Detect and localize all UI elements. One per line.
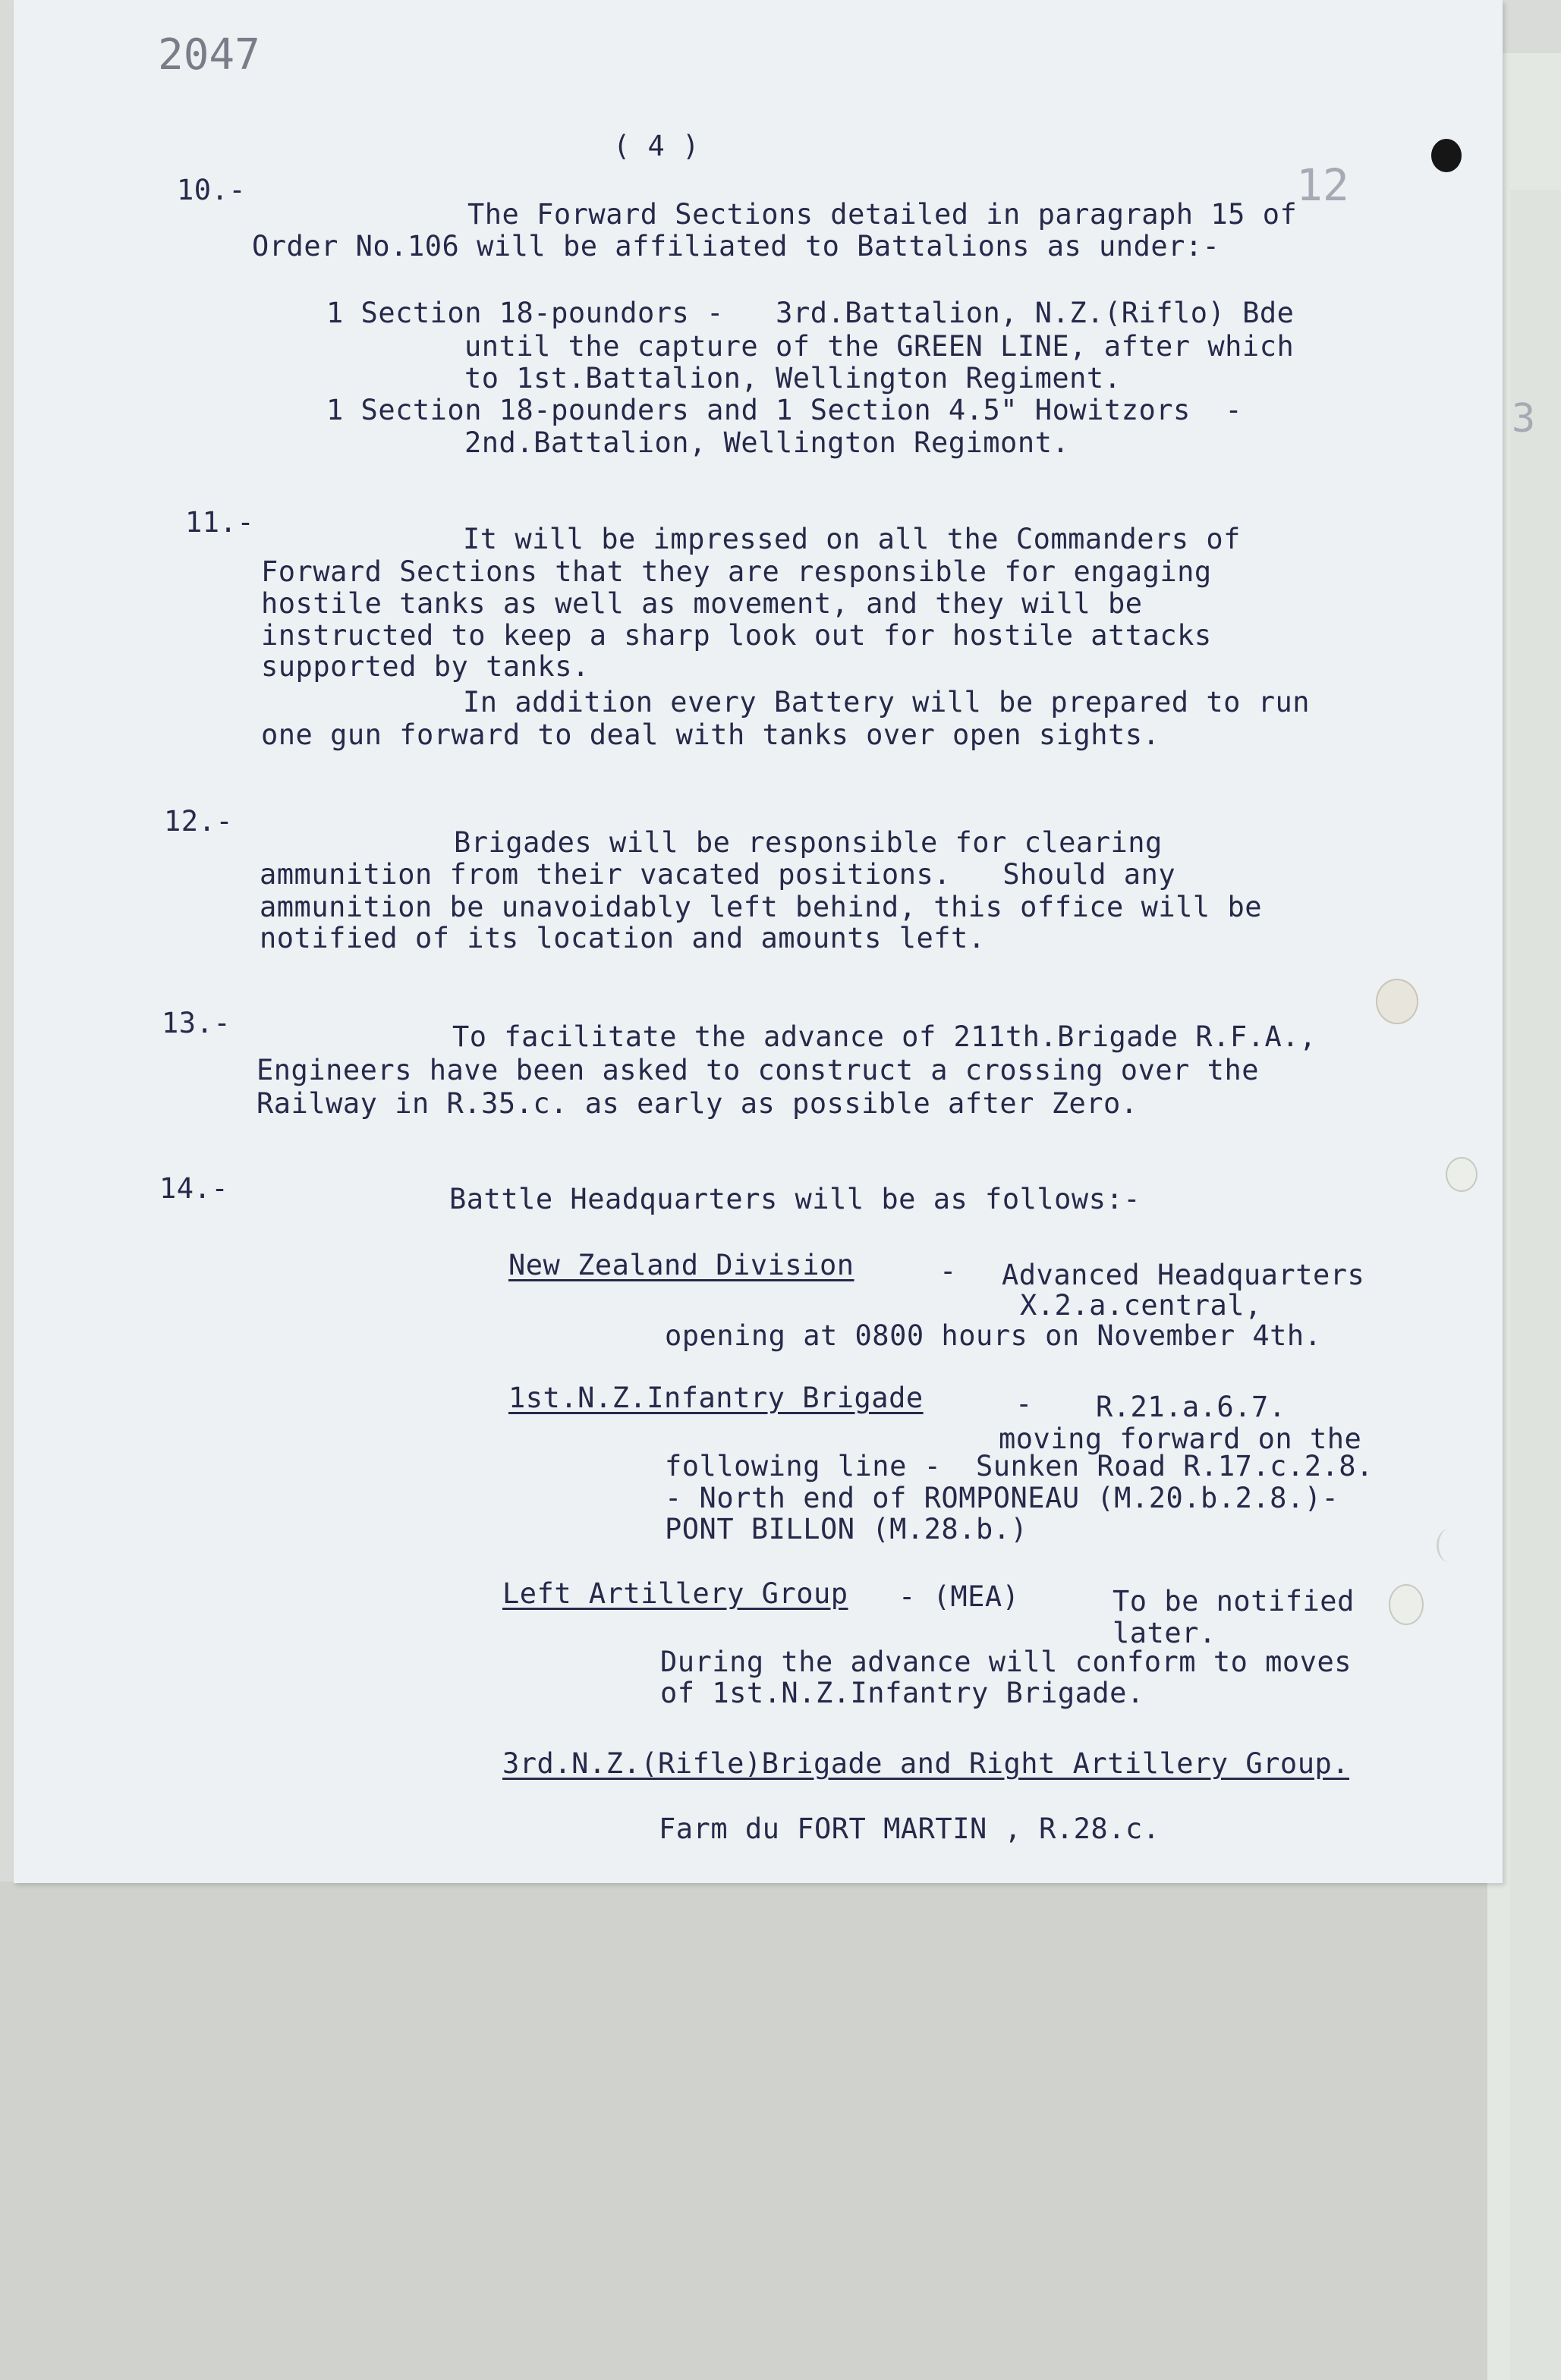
punch-hole (1437, 1529, 1462, 1562)
section-14-number: 14.- (159, 1172, 229, 1205)
section-11-line-1: It will be impressed on all the Commanders of (463, 523, 1241, 555)
section-10-item-2: 1 Section 18-pounders and 1 Section 4.5" Howitzors - (326, 394, 1243, 426)
hq-infantry-brigade-dash: - (1015, 1388, 1033, 1420)
section-10-item-2-cont: 2nd.Battalion, Wellington Regimont. (464, 426, 1070, 459)
hq-left-artillery-line-1: To be notified (1113, 1585, 1355, 1618)
hq-left-artillery-label: Left Artillery Group (502, 1577, 848, 1610)
hq-left-artillery-mea: - (MEA) (899, 1580, 1020, 1613)
section-11-line-4: instructed to keep a sharp look out for hostile attacks (261, 619, 1212, 652)
background-sheet-right-edge (1510, 190, 1561, 2380)
section-10-line-2: Order No.106 will be affiliated to Battalions as under:- (252, 230, 1220, 263)
hq-rifle-brigade-line-1: Farm du FORT MARTIN , R.28.c. (659, 1813, 1160, 1845)
section-10-item-1: 1 Section 18-poundors - 3rd.Battalion, N.Z.(Riflo) Bde (326, 297, 1295, 329)
hq-nz-division-dash: - (939, 1255, 957, 1287)
pencil-folio-number: 12 (1296, 159, 1349, 211)
section-12-line-1: Brigades will be responsible for clearing (454, 826, 1163, 859)
hq-infantry-brigade-line-4: - North end of ROMPONEAU (M.20.b.2.8.)- (665, 1482, 1339, 1514)
punch-hole (1431, 139, 1462, 172)
section-11-number: 11.- (185, 506, 255, 539)
side-sheet-mark: 3 (1512, 396, 1536, 442)
background-sheet-lower (0, 1882, 1487, 2380)
hq-left-artillery-line-2: later. (1113, 1617, 1216, 1649)
section-13-line-3: Railway in R.35.c. as early as possible after Zero. (256, 1087, 1138, 1120)
section-13-number: 13.- (162, 1007, 231, 1039)
hq-nz-division-line-1: Advanced Headquarters (1002, 1259, 1365, 1291)
section-10-number: 10.- (177, 174, 247, 206)
document-page (14, 0, 1503, 1883)
section-11-line-2: Forward Sections that they are responsible for engaging (261, 555, 1212, 588)
punch-hole (1389, 1584, 1424, 1625)
section-10-line-1: The Forward Sections detailed in paragraph 15 of (467, 198, 1298, 231)
hq-left-artillery-line-4: of 1st.N.Z.Infantry Brigade. (660, 1677, 1144, 1709)
hq-infantry-brigade-line-2: moving forward on the (999, 1423, 1362, 1455)
section-12-number: 12.- (164, 805, 234, 838)
section-10-item-1-cont-1: until the capture of the GREEN LINE, after which (464, 330, 1295, 363)
section-10-item-1-cont-2: to 1st.Battalion, Wellington Regiment. (464, 362, 1122, 395)
hq-infantry-brigade-line-5: PONT BILLON (M.28.b.) (665, 1513, 1028, 1545)
page-header: ( 4 ) (613, 130, 700, 162)
hq-infantry-brigade-line-3: following line - Sunken Road R.17.c.2.8. (665, 1450, 1374, 1482)
hq-infantry-brigade-line-1: R.21.a.6.7. (1096, 1391, 1286, 1423)
hq-infantry-brigade-label: 1st.N.Z.Infantry Brigade (508, 1382, 924, 1414)
section-12-line-4: notified of its location and amounts left. (260, 922, 986, 954)
section-11-line-6: In addition every Battery will be prepared to run (463, 686, 1311, 718)
hq-nz-division-label: New Zealand Division (508, 1249, 854, 1281)
hq-nz-division-line-2: X.2.a.central, (1020, 1289, 1262, 1322)
stamp-number: 2047 (158, 30, 260, 80)
section-11-line-5: supported by tanks. (261, 650, 590, 683)
section-12-line-2: ammunition from their vacated positions. Should any (260, 858, 1176, 891)
hq-rifle-brigade-label: 3rd.N.Z.(Rifle)Brigade and Right Artillery Group. (502, 1747, 1350, 1780)
hq-left-artillery-line-3: During the advance will conform to moves (660, 1646, 1352, 1678)
section-11-line-3: hostile tanks as well as movement, and they will be (261, 587, 1143, 620)
section-11-line-7: one gun forward to deal with tanks over open sights. (261, 718, 1160, 751)
section-13-line-2: Engineers have been asked to construct a crossing over the (256, 1054, 1260, 1086)
section-14-intro: Battle Headquarters will be as follows:- (449, 1183, 1141, 1215)
punch-hole (1376, 979, 1418, 1024)
section-12-line-3: ammunition be unavoidably left behind, this office will be (260, 891, 1263, 923)
punch-hole (1446, 1157, 1478, 1192)
hq-nz-division-line-3: opening at 0800 hours on November 4th. (665, 1319, 1322, 1352)
section-13-line-1: To facilitate the advance of 211th.Brigade R.F.A., (452, 1020, 1317, 1053)
